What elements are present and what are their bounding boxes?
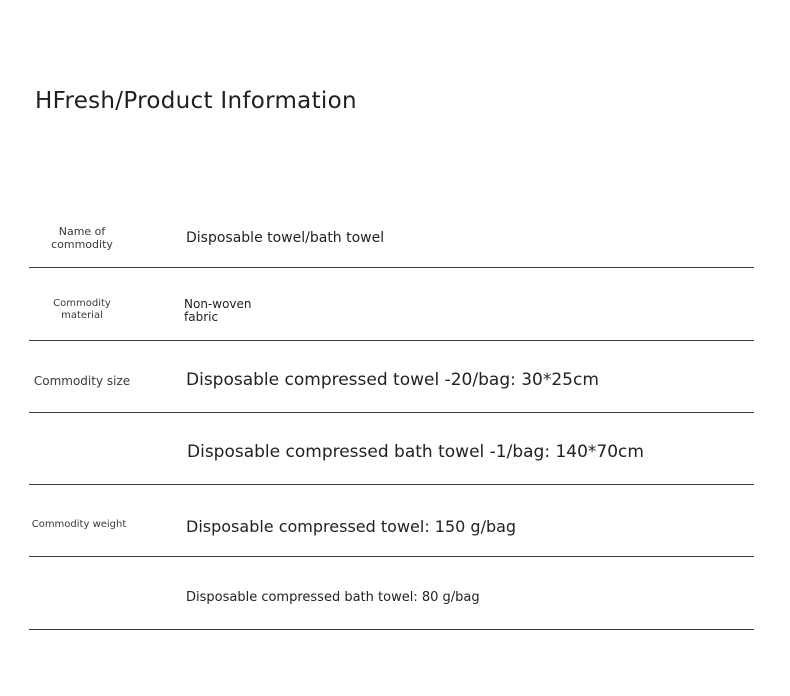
page-title: HFresh/Product Information (35, 88, 357, 114)
table-row (29, 267, 754, 341)
table-row (29, 412, 754, 485)
table-row (29, 484, 754, 557)
row-label (29, 226, 135, 251)
row-value: Disposable compressed bath towel -1/bag: 140*70cm (187, 442, 644, 462)
row-value: Disposable compressed bath towel: 80 g/bag (186, 590, 480, 605)
row-value: Disposable compressed towel -20/bag: 30*25cm (186, 370, 599, 390)
row-value: Disposable compressed towel: 150 g/bag (186, 517, 517, 536)
row-value-line: fabric (184, 310, 219, 325)
row-value (184, 298, 252, 324)
row-label: Commodity weight (31, 519, 127, 530)
row-label: Commodity size (33, 374, 131, 388)
row-label-line: commodity (51, 237, 113, 251)
table-row (29, 340, 754, 413)
row-label-line: material (61, 309, 103, 321)
row-label-line: Name of (58, 225, 106, 238)
row-label (29, 298, 135, 321)
row-label-line: Commodity (53, 298, 111, 309)
row-value: Disposable towel/bath towel (186, 230, 385, 246)
table-row (29, 556, 754, 630)
row-value-line: Non-woven (184, 297, 252, 311)
table-row (29, 196, 754, 268)
